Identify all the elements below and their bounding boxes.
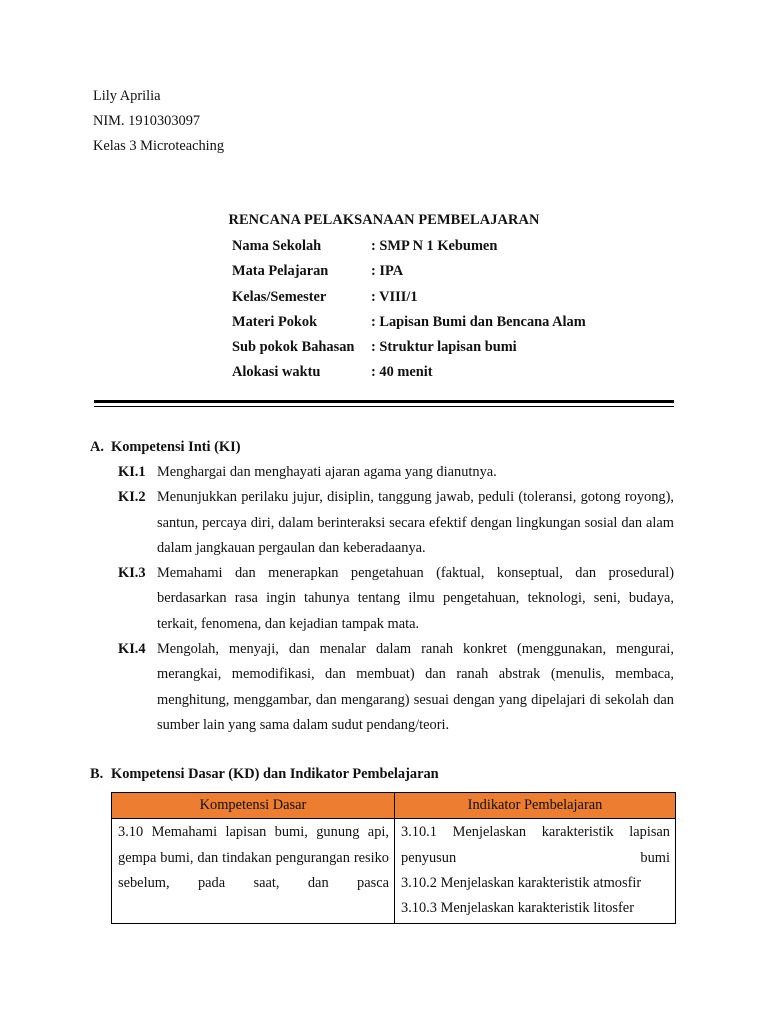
meta-value: : VIII/1 bbox=[371, 288, 418, 305]
ki-item bbox=[118, 561, 674, 637]
meta-value: : Struktur lapisan bumi bbox=[371, 339, 517, 356]
ki-text: Memahami dan menerapkan pengetahuan (faktual, konseptual, dan prosedural) berdasarkan rasa ingin tahunya tentang ilmu pengetahuan, teknologi, seni, budaya, terkait, fenomena, dan kejadian tampak mata. bbox=[157, 565, 674, 632]
kd-indicator-table bbox=[111, 792, 676, 924]
lesson-meta bbox=[232, 234, 586, 386]
ki-code: KI.4 bbox=[118, 641, 146, 658]
meta-value: : Lapisan Bumi dan Bencana Alam bbox=[371, 313, 586, 330]
meta-label: Alokasi waktu bbox=[232, 364, 321, 381]
ki-list bbox=[118, 460, 674, 738]
section-letter: B. bbox=[90, 766, 104, 782]
ki-code: KI.1 bbox=[118, 464, 146, 480]
section-title: Kompetensi Inti (KI) bbox=[111, 439, 241, 455]
indicator-column-header: Indikator Pembelajaran bbox=[395, 793, 676, 819]
ki-item bbox=[118, 460, 674, 485]
meta-row-subject bbox=[232, 259, 586, 284]
author-block bbox=[93, 84, 224, 159]
header-divider-thin bbox=[94, 406, 674, 407]
ki-code: KI.3 bbox=[118, 565, 146, 582]
indicator-item: 3.10.1 Menjelaskan karakteristik lapisan penyusun bumi bbox=[401, 824, 670, 866]
meta-label: Materi Pokok bbox=[232, 313, 318, 330]
ki-item bbox=[118, 485, 674, 561]
ki-item bbox=[118, 637, 674, 738]
meta-label: Nama Sekolah bbox=[232, 238, 322, 254]
meta-row-time bbox=[232, 360, 586, 385]
meta-row-class bbox=[232, 285, 586, 310]
meta-label: Kelas/Semester bbox=[232, 288, 327, 305]
ki-text: Menunjukkan perilaku jujur, disiplin, tanggung jawab, peduli (toleransi, gotong royong), santun, percaya diri, dalam berinteraksi secara efektif dengan lingkungan sosial dan alam dalam jangkauan pergaulan dan keberadaanya. bbox=[157, 489, 674, 556]
meta-value: : IPA bbox=[371, 263, 404, 280]
kd-column-header: Kompetensi Dasar bbox=[112, 793, 395, 819]
author-nim: NIM. 1910303097 bbox=[93, 113, 201, 129]
meta-value: : 40 menit bbox=[371, 364, 433, 381]
kd-cell: 3.10 Memahami lapisan bumi, gunung api, gempa bumi, dan tindakan pengurangan resiko sebelum, pada saat, dan pasca bbox=[112, 819, 395, 924]
meta-label: Mata Pelajaran bbox=[232, 263, 329, 280]
section-a-heading bbox=[90, 435, 241, 460]
ki-code: KI.2 bbox=[118, 489, 146, 506]
table-header-row bbox=[112, 793, 676, 819]
header-divider-thick bbox=[94, 400, 674, 403]
meta-label: Sub pokok Bahasan bbox=[232, 339, 355, 356]
meta-value: : SMP N 1 Kebumen bbox=[371, 238, 498, 254]
table-row bbox=[112, 819, 676, 924]
indicator-item: 3.10.2 Menjelaskan karakteristik atmosfir bbox=[401, 874, 642, 891]
indicator-item: 3.10.3 Menjelaskan karakteristik litosfer bbox=[401, 900, 634, 917]
indicator-cell bbox=[395, 819, 676, 924]
meta-row-subtopic bbox=[232, 335, 586, 360]
ki-text: Mengolah, menyaji, dan menalar dalam ranah konkret (menggunakan, mengurai, merangkai, memodifikasi, dan membuat) dan ranah abstrak (menulis, membaca, menghitung, menggambar, dan mengarang) sesuai dengan yang dipelajari di sekolah dan sumber lain yang sama dalam sudut pendang/teori. bbox=[157, 641, 674, 733]
ki-text: Menghargai dan menghayati ajaran agama yang dianutnya. bbox=[157, 464, 497, 480]
author-name: Lily Aprilia bbox=[93, 88, 161, 104]
author-class: Kelas 3 Microteaching bbox=[93, 138, 225, 154]
section-title: Kompetensi Dasar (KD) dan Indikator Pembelajaran bbox=[111, 766, 439, 782]
section-b-heading bbox=[90, 762, 439, 787]
meta-row-topic bbox=[232, 310, 586, 335]
document-title: RENCANA PELAKSANAAN PEMBELAJARAN bbox=[228, 212, 540, 228]
meta-row-school bbox=[232, 234, 586, 259]
section-letter: A. bbox=[90, 439, 104, 455]
